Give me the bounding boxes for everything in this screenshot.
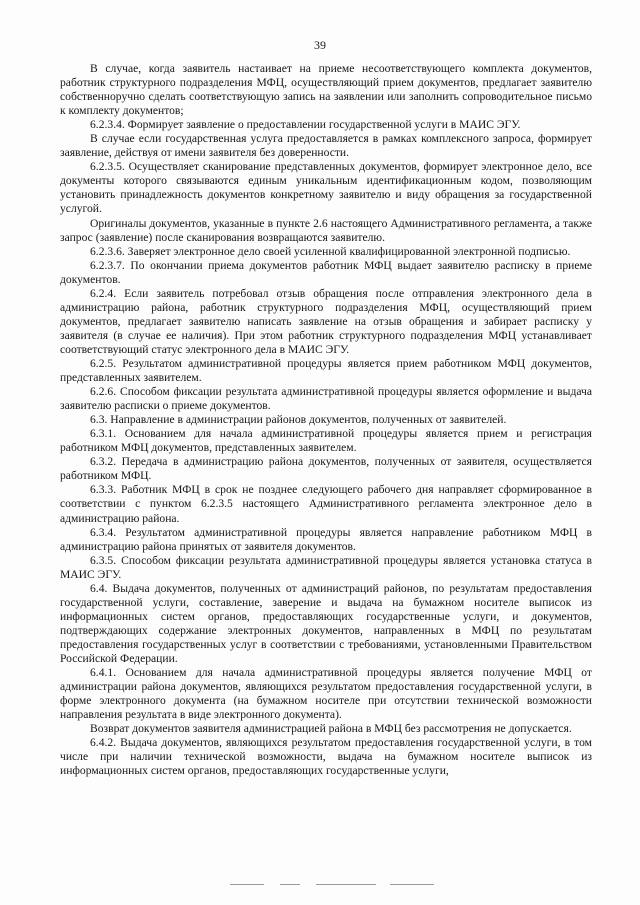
paragraph: 6.4.1. Основанием для начала административной процедуры является получение МФЦ от администрации района документов, являющихся результатом предоставления государственной услуги, в форме электронного документа (на бумажном носителе при отсутствии технической возможности направления результата в виде электронного документа). — [60, 666, 592, 722]
scan-artifact-marks — [230, 884, 440, 888]
paragraph: В случае, когда заявитель настаивает на приеме несоответствующего комплекта документов, работник структурного подразделения МФЦ, осуществляющий прием документов, предлагает заявителю собственноручно сделать соответствующую запись на заявлении или заполнить сопроводительное письмо к комплекту документов; — [60, 62, 592, 118]
paragraph: 6.2.3.4. Формирует заявление о предоставлении государственной услуги в МАИС ЭГУ. — [90, 118, 521, 132]
paragraph: 6.3.4. Результатом административной процедуры является направление работником МФЦ в администрацию района принятых от заявителя документов. — [60, 525, 592, 553]
paragraph: 6.3.5. Способом фиксации результата административной процедуры является установка статуса в МАИС ЭГУ. — [60, 553, 592, 581]
paragraph: 6.4. Выдача документов, полученных от администраций районов, по результатам предоставления государственной услуги, составление, заверение и выдача на бумажном носителе выписок из информационных систем органов, предоставляющих государственные услуги, и документов, подтверждающих содержание электронных документов, направленных в МФЦ по результатам предоставления государственных услуг в соответствии с требованиями, установленными Правительством Российской Федерации. — [60, 581, 592, 665]
document-body — [60, 62, 592, 778]
paragraph: 6.2.3.6. Заверяет электронное дело своей усиленной квалифицированной электронной подписью. — [90, 244, 571, 258]
paragraph: В случае если государственная услуга предоставляется в рамках комплексного запроса, формирует заявление, действуя от имени заявителя без доверенности. — [60, 132, 592, 160]
paragraph: 6.2.3.7. По окончании приема документов работник МФЦ выдает заявителю расписку в приеме документов. — [60, 258, 592, 286]
paragraph: 6.2.6. Способом фиксации результата административной процедуры является оформление и выдача заявителю расписки о приеме документов. — [60, 385, 592, 413]
paragraph: Оригиналы документов, указанные в пункте 2.6 настоящего Административного регламента, а также запрос (заявление) после сканирования возвращаются заявителю. — [60, 216, 592, 244]
paragraph: 6.3. Направление в администрации районов документов, полученных от заявителей. — [90, 413, 507, 427]
paragraph: Возврат документов заявителя администрацией района в МФЦ без рассмотрения не допускается. — [90, 722, 572, 736]
paragraph: 6.2.4. Если заявитель потребовал отзыв обращения после отправления электронного дела в администрацию района, работник структурного подразделения МФЦ, осуществляющий прием документов, предлагает заявителю написать заявление на отзыв обращения и забирает расписку у заявителя (в случае ее наличия). При этом работник структурного подразделения МФЦ устанавливает соответствующий статус электронного дела в МАИС ЭГУ. — [60, 286, 592, 356]
paragraph: 6.2.3.5. Осуществляет сканирование представленных документов, формирует электронное дело, все документы которого связываются единым уникальным идентификационным кодом, позволяющим установить принадлежность документов конкретному заявителю и виду обращения за государственной услугой. — [60, 160, 592, 216]
paragraph: 6.3.2. Передача в администрацию района документов, полученных от заявителя, осуществляется работником МФЦ. — [60, 455, 592, 483]
paragraph: 6.3.3. Работник МФЦ в срок не позднее следующего рабочего дня направляет сформированное в соответствии с пунктом 6.2.3.5 настоящего Административного регламента электронное дело в администрацию района. — [60, 483, 592, 525]
paragraph: 6.4.2. Выдача документов, являющихся результатом предоставления государственной услуги, в том числе при наличии технической возможности, выдача на бумажном носителе выписок из информационных систем органов, предоставляющих государственные услуги, — [60, 736, 592, 778]
paragraph: 6.2.5. Результатом административной процедуры является прием работником МФЦ документов, представленных заявителем. — [60, 356, 592, 385]
paragraph: 6.3.1. Основанием для начала административной процедуры является прием и регистрация работником МФЦ документов, представленных заявителем. — [60, 427, 592, 455]
page-number: 39 — [314, 38, 326, 52]
